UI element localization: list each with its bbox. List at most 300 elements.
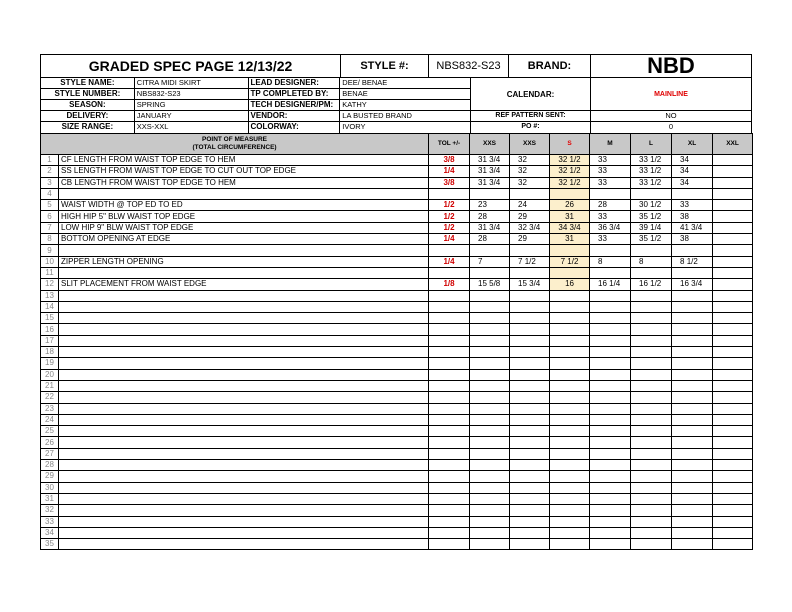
size-value	[590, 426, 631, 437]
row-number: 8	[41, 234, 59, 245]
size-value	[672, 482, 713, 493]
po-label: PO #:	[471, 122, 591, 133]
size-value: 29	[510, 211, 550, 222]
size-value	[713, 324, 753, 335]
table-row	[41, 279, 753, 290]
table-row	[41, 403, 753, 414]
size-value	[590, 335, 631, 346]
pom-description	[59, 380, 429, 391]
size-value: 16 1/4	[590, 279, 631, 290]
size-value	[631, 414, 672, 425]
size-value	[590, 245, 631, 256]
table-row	[41, 166, 753, 177]
size-value	[550, 313, 590, 324]
po-row	[471, 122, 751, 133]
size-value	[470, 335, 510, 346]
size-value: 16 3/4	[672, 279, 713, 290]
table-row	[41, 448, 753, 459]
row-number: 5	[41, 200, 59, 211]
size-value	[590, 403, 631, 414]
size-value	[590, 460, 631, 471]
size-value	[631, 324, 672, 335]
info-value: CITRA MIDI SKIRT	[135, 78, 249, 88]
size-value	[510, 369, 550, 380]
size-value: 38	[672, 234, 713, 245]
size-value	[631, 188, 672, 199]
size-value	[590, 516, 631, 527]
size-value	[672, 380, 713, 391]
row-number: 27	[41, 448, 59, 459]
table-row	[41, 516, 753, 527]
pom-description: HIGH HIP 5" BLW WAIST TOP EDGE	[59, 211, 429, 222]
size-value	[631, 516, 672, 527]
size-value	[510, 460, 550, 471]
tolerance	[429, 301, 470, 312]
size-value: 32 3/4	[510, 222, 550, 233]
size-value: 36 3/4	[590, 222, 631, 233]
style-number-label: STYLE #:	[341, 55, 429, 77]
size-value	[672, 539, 713, 550]
size-value: 32	[510, 166, 550, 177]
row-number: 20	[41, 369, 59, 380]
table-header-row	[41, 134, 753, 155]
table-row	[41, 290, 753, 301]
size-value	[590, 301, 631, 312]
tolerance: 1/2	[429, 211, 470, 222]
size-value	[470, 426, 510, 437]
info-value: BENAE	[342, 89, 368, 98]
size-value	[713, 347, 753, 358]
size-header: L	[631, 134, 672, 155]
pom-description	[59, 527, 429, 538]
size-value	[672, 414, 713, 425]
tolerance	[429, 471, 470, 482]
size-value	[470, 301, 510, 312]
size-value: 15 5/8	[470, 279, 510, 290]
size-value: 24	[510, 200, 550, 211]
pom-description	[59, 493, 429, 504]
ref-pattern-value: NO	[665, 111, 677, 121]
size-value	[713, 448, 753, 459]
size-value: 32	[510, 155, 550, 166]
brand-value: NBD	[647, 53, 695, 78]
info-block	[40, 77, 752, 134]
size-value: 39 1/4	[631, 222, 672, 233]
base-size-value	[550, 245, 590, 256]
size-value: 31 3/4	[470, 155, 510, 166]
row-number: 4	[41, 188, 59, 199]
row-number: 16	[41, 324, 59, 335]
size-value	[470, 392, 510, 403]
size-value	[550, 493, 590, 504]
tolerance	[429, 358, 470, 369]
size-value	[672, 313, 713, 324]
size-value	[631, 448, 672, 459]
size-value	[713, 380, 753, 391]
table-row	[41, 369, 753, 380]
size-value	[631, 539, 672, 550]
tolerance	[429, 482, 470, 493]
size-value	[713, 527, 753, 538]
row-number: 31	[41, 493, 59, 504]
pom-description	[59, 324, 429, 335]
size-value	[631, 527, 672, 538]
size-value	[672, 347, 713, 358]
row-number: 33	[41, 516, 59, 527]
pom-description: SLIT PLACEMENT FROM WAIST EDGE	[59, 279, 429, 290]
size-value	[631, 380, 672, 391]
size-value	[470, 527, 510, 538]
row-number: 10	[41, 256, 59, 267]
size-value	[713, 177, 753, 188]
size-value	[713, 290, 753, 301]
size-value	[510, 448, 550, 459]
size-value	[631, 460, 672, 471]
tolerance	[429, 267, 470, 278]
row-number: 26	[41, 437, 59, 448]
size-value: 33	[590, 177, 631, 188]
row-number: 1	[41, 155, 59, 166]
size-value	[470, 505, 510, 516]
row-number: 32	[41, 505, 59, 516]
tolerance	[429, 392, 470, 403]
size-value	[550, 516, 590, 527]
base-size-value: 32 1/2	[550, 177, 590, 188]
base-size-value: 32 1/2	[550, 155, 590, 166]
size-value	[470, 313, 510, 324]
info-value: DEE/ BENAE	[342, 78, 388, 87]
pom-description	[59, 471, 429, 482]
tol-header: TOL +/-	[429, 134, 470, 155]
row-number: 11	[41, 267, 59, 278]
pom-table	[40, 133, 753, 550]
size-value: 28	[470, 234, 510, 245]
size-value	[672, 403, 713, 414]
table-row	[41, 482, 753, 493]
tolerance	[429, 437, 470, 448]
size-value	[550, 426, 590, 437]
size-value	[590, 482, 631, 493]
size-value	[470, 380, 510, 391]
size-value: 33	[672, 200, 713, 211]
size-value	[510, 493, 550, 504]
pom-description	[59, 313, 429, 324]
size-value	[590, 505, 631, 516]
info-line	[41, 100, 470, 111]
pom-description	[59, 245, 429, 256]
size-value	[590, 380, 631, 391]
size-value	[631, 471, 672, 482]
tolerance	[429, 403, 470, 414]
row-number: 13	[41, 290, 59, 301]
size-value: 33	[590, 211, 631, 222]
base-size-value: 31	[550, 211, 590, 222]
size-value	[590, 392, 631, 403]
info-label: DELIVERY:	[41, 111, 135, 121]
size-value	[631, 392, 672, 403]
size-value	[470, 448, 510, 459]
row-number: 21	[41, 380, 59, 391]
table-row	[41, 414, 753, 425]
pom-description	[59, 437, 429, 448]
info-label: STYLE NUMBER:	[41, 89, 135, 99]
row-number: 34	[41, 527, 59, 538]
pom-description	[59, 369, 429, 380]
pom-description	[59, 267, 429, 278]
size-value	[510, 267, 550, 278]
pom-header-line2: (TOTAL CIRCUMFERENCE)	[192, 144, 277, 151]
size-value	[672, 369, 713, 380]
size-value	[550, 437, 590, 448]
pom-description	[59, 347, 429, 358]
table-row	[41, 245, 753, 256]
size-value	[590, 267, 631, 278]
base-size-value	[550, 267, 590, 278]
size-value	[470, 188, 510, 199]
info-label: COLORWAY:	[249, 122, 341, 133]
size-value: 35 1/2	[631, 211, 672, 222]
size-value	[470, 414, 510, 425]
size-value	[590, 539, 631, 550]
size-value	[470, 267, 510, 278]
size-value	[470, 369, 510, 380]
size-value: 33	[590, 155, 631, 166]
row-number: 18	[41, 347, 59, 358]
row-number: 29	[41, 471, 59, 482]
size-value: 30 1/2	[631, 200, 672, 211]
size-value	[510, 527, 550, 538]
size-value: 38	[672, 211, 713, 222]
size-value	[550, 335, 590, 346]
size-value	[550, 471, 590, 482]
pom-description	[59, 403, 429, 414]
size-value	[510, 335, 550, 346]
size-value	[550, 460, 590, 471]
size-value	[713, 245, 753, 256]
size-value: 28	[590, 200, 631, 211]
table-row	[41, 505, 753, 516]
size-value	[713, 482, 753, 493]
style-number-value: NBS832-S23	[429, 55, 509, 77]
row-number: 35	[41, 539, 59, 550]
size-value	[713, 301, 753, 312]
pom-description	[59, 482, 429, 493]
size-value	[672, 392, 713, 403]
pom-description: LOW HIP 9" BLW WAIST TOP EDGE	[59, 222, 429, 233]
info-label: SEASON:	[41, 100, 135, 110]
size-value	[672, 471, 713, 482]
size-value: 34	[672, 177, 713, 188]
info-line	[41, 89, 470, 100]
size-value	[713, 155, 753, 166]
pom-header	[41, 134, 429, 155]
size-value	[510, 516, 550, 527]
size-value	[550, 539, 590, 550]
size-value	[470, 347, 510, 358]
tolerance	[429, 414, 470, 425]
size-header: XXS	[470, 134, 510, 155]
size-value	[713, 279, 753, 290]
calendar-row	[471, 78, 751, 111]
table-row	[41, 471, 753, 482]
pom-description	[59, 505, 429, 516]
size-value	[631, 437, 672, 448]
size-value	[713, 234, 753, 245]
size-value	[713, 188, 753, 199]
pom-table-body	[41, 155, 753, 550]
size-value	[510, 245, 550, 256]
size-value	[631, 267, 672, 278]
size-value	[590, 324, 631, 335]
size-value	[550, 414, 590, 425]
table-row	[41, 380, 753, 391]
table-row	[41, 527, 753, 538]
size-value	[470, 324, 510, 335]
tolerance	[429, 516, 470, 527]
tolerance: 1/4	[429, 256, 470, 267]
table-row	[41, 493, 753, 504]
size-value: 31 3/4	[470, 222, 510, 233]
size-value	[590, 471, 631, 482]
size-value	[631, 313, 672, 324]
row-number: 12	[41, 279, 59, 290]
pom-description	[59, 188, 429, 199]
size-value	[672, 358, 713, 369]
row-number: 23	[41, 403, 59, 414]
tolerance	[429, 335, 470, 346]
base-size-value: 31	[550, 234, 590, 245]
row-number: 3	[41, 177, 59, 188]
size-value: 29	[510, 234, 550, 245]
size-value	[590, 527, 631, 538]
tolerance	[429, 426, 470, 437]
size-value	[672, 437, 713, 448]
row-number: 22	[41, 392, 59, 403]
info-value: LA BUSTED BRAND	[342, 111, 412, 120]
size-value	[631, 290, 672, 301]
size-value	[672, 493, 713, 504]
table-row	[41, 256, 753, 267]
info-value: IVORY	[342, 122, 366, 131]
pom-description: CF LENGTH FROM WAIST TOP EDGE TO HEM	[59, 155, 429, 166]
size-value: 41 3/4	[672, 222, 713, 233]
pom-description: CB LENGTH FROM WAIST TOP EDGE TO HEM	[59, 177, 429, 188]
size-value	[470, 539, 510, 550]
size-value	[631, 369, 672, 380]
size-value	[713, 505, 753, 516]
row-number: 17	[41, 335, 59, 346]
pom-description	[59, 335, 429, 346]
tolerance: 1/4	[429, 234, 470, 245]
base-size-value: 32 1/2	[550, 166, 590, 177]
table-row	[41, 426, 753, 437]
pom-header-line1: POINT OF MEASURE	[202, 136, 268, 143]
size-value	[510, 324, 550, 335]
spec-sheet	[40, 54, 752, 550]
size-value	[631, 482, 672, 493]
size-value	[470, 471, 510, 482]
tolerance	[429, 290, 470, 301]
size-value	[672, 324, 713, 335]
table-row	[41, 358, 753, 369]
pom-description	[59, 358, 429, 369]
header-row	[40, 54, 752, 77]
size-value: 23	[470, 200, 510, 211]
size-value	[510, 380, 550, 391]
tolerance	[429, 460, 470, 471]
size-value: 31 3/4	[470, 177, 510, 188]
tolerance	[429, 505, 470, 516]
table-row	[41, 188, 753, 199]
ref-pattern-row	[471, 111, 751, 122]
table-row	[41, 313, 753, 324]
table-row	[41, 437, 753, 448]
size-value	[672, 505, 713, 516]
size-value	[713, 516, 753, 527]
info-line	[41, 122, 470, 133]
table-row	[41, 222, 753, 233]
pom-description	[59, 392, 429, 403]
size-value	[713, 437, 753, 448]
row-number: 6	[41, 211, 59, 222]
size-value	[590, 414, 631, 425]
size-value	[470, 493, 510, 504]
table-row	[41, 539, 753, 550]
size-value	[510, 539, 550, 550]
size-value: 33 1/2	[631, 155, 672, 166]
size-value	[510, 482, 550, 493]
size-value	[672, 188, 713, 199]
pom-description	[59, 516, 429, 527]
info-value: XXS-XXL	[135, 122, 249, 133]
base-size-value: 7 1/2	[550, 256, 590, 267]
pom-description	[59, 539, 429, 550]
size-header: XL	[672, 134, 713, 155]
size-value: 8	[590, 256, 631, 267]
info-label: VENDOR:	[249, 111, 341, 121]
size-value: 33 1/2	[631, 177, 672, 188]
row-number: 25	[41, 426, 59, 437]
size-value	[713, 335, 753, 346]
size-value	[672, 301, 713, 312]
size-value: 32	[510, 177, 550, 188]
size-value	[550, 347, 590, 358]
size-value	[470, 516, 510, 527]
size-value	[510, 301, 550, 312]
calendar-label: CALENDAR:	[471, 78, 591, 110]
size-value	[672, 335, 713, 346]
table-row	[41, 155, 753, 166]
size-value	[510, 188, 550, 199]
size-value: 16 1/2	[631, 279, 672, 290]
po-value: 0	[668, 122, 674, 132]
table-row	[41, 301, 753, 312]
tolerance: 1/2	[429, 222, 470, 233]
size-value	[470, 403, 510, 414]
page-title: GRADED SPEC PAGE 12/13/22	[41, 55, 341, 77]
size-value	[470, 460, 510, 471]
size-value	[713, 166, 753, 177]
size-value	[550, 358, 590, 369]
pom-description: ZIPPER LENGTH OPENING	[59, 256, 429, 267]
size-value	[590, 188, 631, 199]
base-size-value	[550, 188, 590, 199]
size-value	[631, 358, 672, 369]
size-value	[713, 358, 753, 369]
size-value	[550, 448, 590, 459]
size-value	[672, 426, 713, 437]
size-value: 7	[470, 256, 510, 267]
